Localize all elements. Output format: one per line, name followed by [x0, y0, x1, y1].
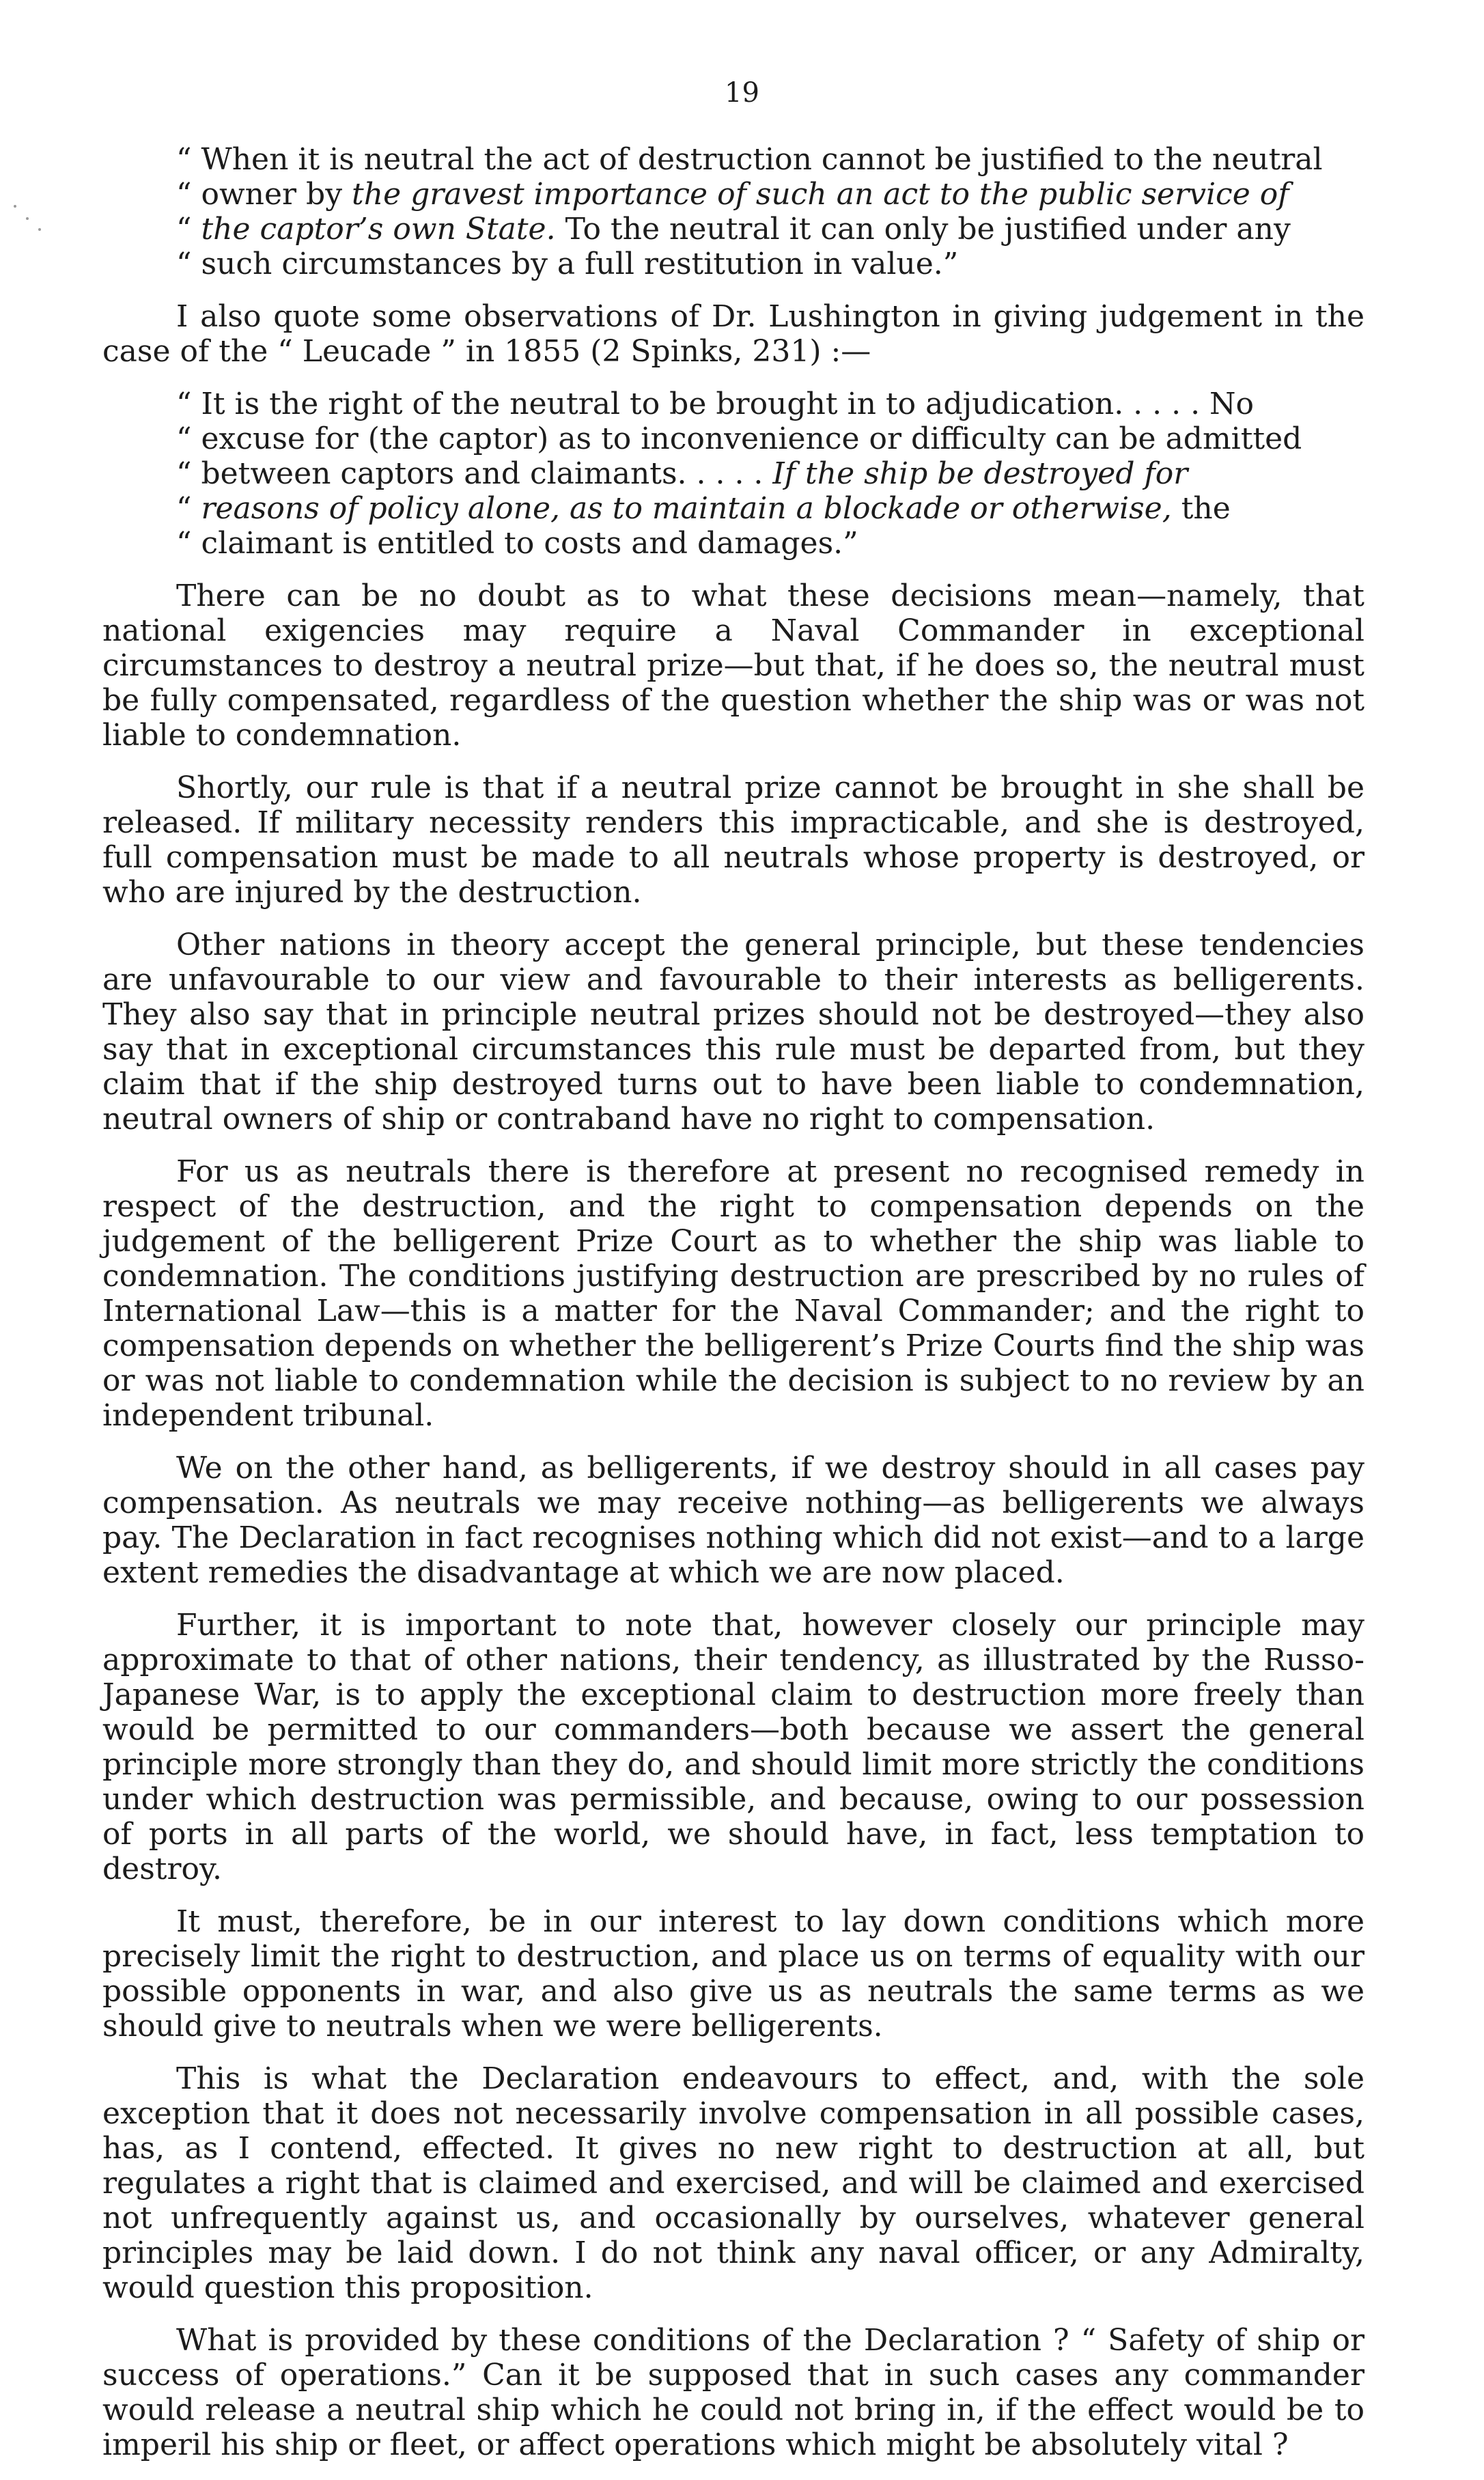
paragraph: Shortly, our rule is that if a neutral prize cannot be brought in she shall be released. If military necessity renders this impracticable, and she is destroyed, full compensation must be made to all neutrals whose property is destroyed, or who are injured by the destruction.	[102, 770, 1364, 910]
paragraph: What is provided by these conditions of the Declaration ? “ Safety of ship or success of operations.” Can it be supposed that in such cases any commander would release a neutral ship which he could not bring in, if the effect would be to imperil his ship or fleet, or affect operations which might be absolutely vital ?	[102, 2323, 1364, 2462]
quotation-text: “	[176, 491, 201, 526]
quotation-line: “ excuse for (the captor) as to inconvenience or difficulty can be admitted	[176, 421, 1302, 456]
paragraph: For us as neutrals there is therefore at present no recognised remedy in respect of the destruction, and the right to compensation depends on the judgement of the belligerent Prize Court as to whether the ship was liable to condemnation. The conditions justifying destruction are prescribed by no rules of International Law—this is a matter for the Naval Commander; and the right to compensation depends on whether the belligerent’s Prize Courts find the ship was or was not liable to condemnation while the decision is subject to no review by an independent tribunal.	[102, 1154, 1364, 1433]
quotation-emphasis: reasons of policy alone, as to maintain a blockade or otherwise,	[201, 491, 1172, 526]
scan-speck	[14, 205, 16, 208]
paragraph: I also quote some observations of Dr. Lushington in giving judgement in the case of the “ Leucade ” in 1855 (2 Spinks, 231) :—	[102, 299, 1364, 369]
quotation-emphasis: the gravest importance of such an act to the public service of	[352, 177, 1289, 212]
paragraph: We on the other hand, as belligerents, if we destroy should in all cases pay compensation. As neutrals we may receive nothing—as belligerents we always pay. The Declaration in fact recognises nothing which did not exist—and to a large extent remedies the disadvantage at which we are now placed.	[102, 1451, 1364, 1590]
quotation-text: “	[176, 212, 201, 247]
quotation-emphasis: If the ship be destroyed for	[772, 456, 1188, 491]
quotation-line: “ such circumstances by a full restitution in value.”	[176, 247, 959, 281]
quotation-text: the	[1171, 491, 1231, 526]
quotation-block	[176, 142, 1364, 281]
paragraph: It must, therefore, be in our interest to lay down conditions which more precisely limit the right to destruction, and place us on terms of equality with our possible opponents in war, and also give us as neutrals the same terms as we should give to neutrals when we were belligerents.	[102, 1904, 1364, 2044]
document-body	[102, 142, 1364, 2480]
page-number: 19	[725, 77, 759, 109]
quotation-line	[176, 456, 1364, 491]
scan-speck	[26, 217, 29, 220]
quotation-line	[176, 212, 1364, 247]
quotation-block	[176, 387, 1364, 561]
paragraph: There can be no doubt as to what these decisions mean—namely, that national exigencies may require a Naval Commander in exceptional circumstances to destroy a neutral prize—but that, if he does so, the neutral must be fully compensated, regardless of the question whether the ship was or was not liable to condemnation.	[102, 579, 1364, 753]
quotation-text: “ between captors and claimants. . . . .	[176, 456, 773, 491]
paragraph: This is what the Declaration endeavours to effect, and, with the sole exception that it does not necessarily involve compensation in all possible cases, has, as I contend, effected. It gives no new right to destruction at all, but regulates a right that is claimed and exercised, and will be claimed and exercised not unfrequently against us, and occasionally by ourselves, whatever general principles may be laid down. I do not think any naval officer, or any Admiralty, would question this proposition.	[102, 2061, 1364, 2305]
quotation-line	[176, 491, 1364, 526]
quotation-line	[176, 177, 1364, 212]
quotation-line: “ claimant is entitled to costs and damages.”	[176, 526, 858, 561]
quotation-line: “ When it is neutral the act of destruction cannot be justified to the neutral	[176, 142, 1323, 177]
paragraph: Further, it is important to note that, however closely our principle may approximate to that of other nations, their tendency, as illustrated by the Russo-Japanese War, is to apply the exceptional claim to destruction more freely than would be permitted to our commanders—both because we assert the general principle more strongly than they do, and should limit more strictly the conditions under which destruction was permissible, and because, owing to our possession of ports in all parts of the world, we should have, in fact, less temptation to destroy.	[102, 1608, 1364, 1886]
quotation-text: “ owner by	[176, 177, 352, 212]
quotation-text: To the neutral it can only be justified under any	[555, 212, 1291, 247]
quotation-emphasis: the captor’s own State.	[201, 212, 556, 247]
scan-speck	[38, 228, 41, 231]
paragraph: Other nations in theory accept the general principle, but these tendencies are unfavourable to our view and favourable to their interests as belligerents. They also say that in principle neutral prizes should not be destroyed—they also say that in exceptional circumstances this rule must be departed from, but they claim that if the ship destroyed turns out to have been liable to condemnation, neutral owners of ship or contraband have no right to compensation.	[102, 928, 1364, 1137]
quotation-line: “ It is the right of the neutral to be brought in to adjudication. . . . . No	[176, 387, 1255, 421]
